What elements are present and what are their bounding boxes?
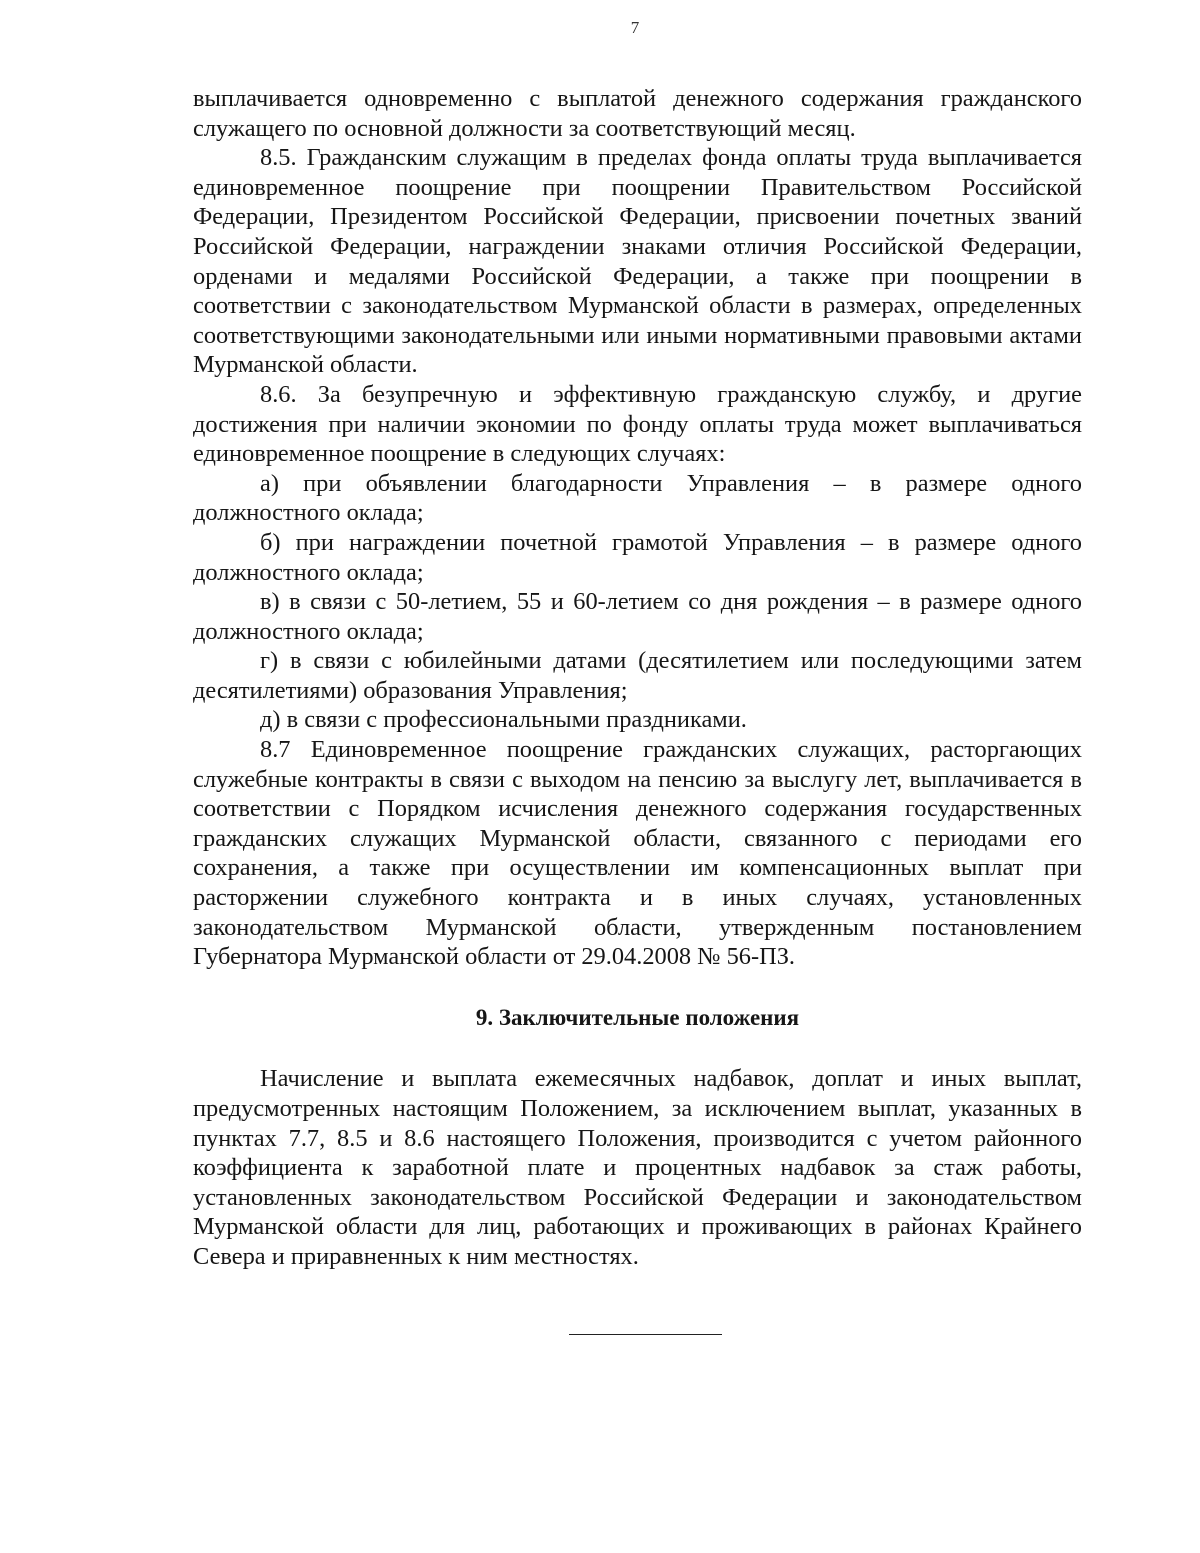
list-item-a: а) при объявлении благодарности Управления – в размере одного должностного оклада; <box>193 469 1082 527</box>
list-item-g: г) в связи с юбилейными датами (десятилетием или последующими затем десятилетиями) образования Управления; <box>193 647 1082 704</box>
section-title: 9. Заключительные положения <box>475 1004 800 1030</box>
section-9-paragraph: Начисление и выплата ежемесячных надбавок, доплат и иных выплат, предусмотренных настоящим Положением, за исключением выплат, указанных в пунктах 7.7, 8.5 и 8.6 настоящего Положения, производится с учетом районного коэффициента к заработной плате и процентных надбавок за стаж работы, установленных законодательством Российской Федерации и законодательством Мурманской области для лиц, работающих и проживающих в районах Крайнего Севера и приравненных к ним местностях. <box>193 1065 1082 1270</box>
paragraph-8-7: 8.7 Единовременное поощрение гражданских служащих, расторгающих служебные контракты в связи с выходом на пенсию за выслугу лет, выплачивается в соответствии с Порядком исчисления денежного содержания государственных гражданских служащих Мурманской области, связанного с периодами его сохранения, а также при осуществлении им компенсационных выплат при расторжении служебного контракта и в иных случаях, установленных законодательством Мурманской области, утвержденным постановлением Губернатора Мурманской области от 29.04.2008 № 56-ПЗ. <box>193 736 1082 971</box>
end-of-document-line <box>569 1334 722 1335</box>
page-number: 7 <box>630 18 640 37</box>
list-item-d: д) в связи с профессиональными праздниками. <box>260 706 747 734</box>
paragraph-8-5: 8.5. Гражданским служащим в пределах фонда оплаты труда выплачивается единовременное поощрение при поощрении Правительством Российской Федерации, Президентом Российской Федерации, присвоении почетных званий Российской Федерации, награждении знаками отличия Российской Федерации, орденами и медалями Российской Федерации, а также при поощрении в соответствии с законодательством Мурманской области в размерах, определенных соответствующими законодательными или иными нормативными правовыми актами Мурманской области. <box>193 144 1082 379</box>
paragraph-continuation: выплачивается одновременно с выплатой денежного содержания гражданского служащего по основной должности за соответствующий месяц. <box>193 85 1082 142</box>
document-body <box>193 84 1082 1272</box>
paragraph-8-6: 8.6. За безупречную и эффективную гражданскую службу, и другие достижения при наличии экономии по фонду оплаты труда может выплачиваться единовременное поощрение в следующих случаях: <box>193 380 1082 468</box>
list-item-b: б) при награждении почетной грамотой Управления – в размере одного должностного оклада; <box>193 528 1082 586</box>
list-item-v: в) в связи с 50-летием, 55 и 60-летием со дня рождения – в размере одного должностного оклада; <box>193 588 1082 645</box>
